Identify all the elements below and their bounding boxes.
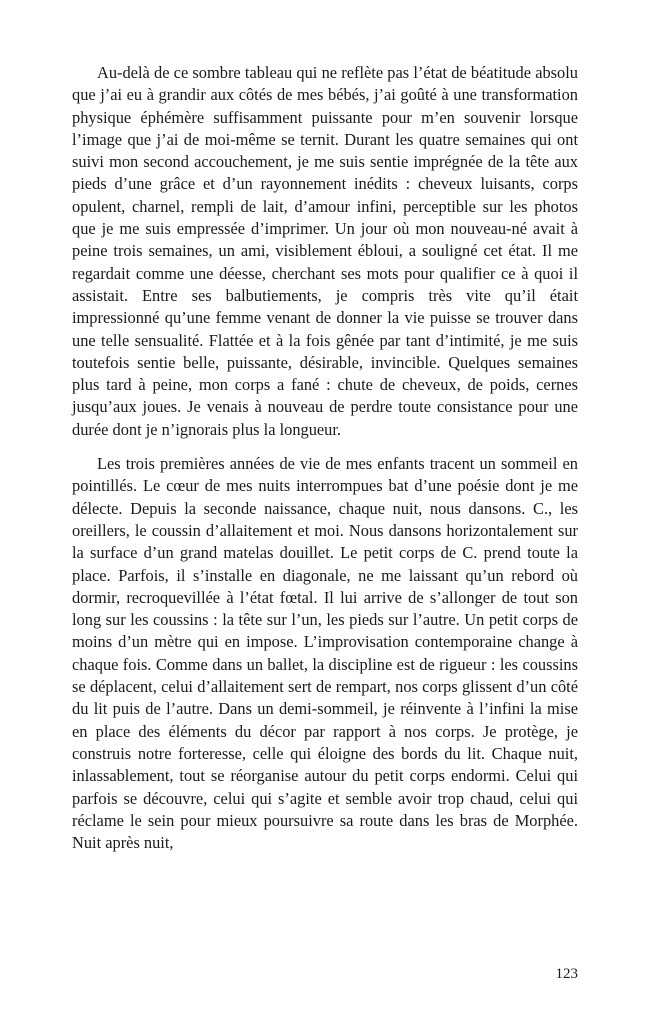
paragraph-1: Au-delà de ce sombre tableau qui ne reflète pas l’état de béatitude absolu que j’ai eu à grandir aux côtés de mes bébés, j’ai goûté à une transformation physique éphémère suffisamment puissante pour m’en souvenir lorsque l’image que j’ai de moi-même se ternit. Durant les quatre semaines qui ont suivi mon second accouchement, je me suis sentie imprégnée de la tête aux pieds d’une grâce et d’un rayonnement inédits : cheveux luisants, corps opulent, charnel, rempli de lait, d’amour infini, perceptible sur les photos que je me suis empressée d’imprimer. Un jour où mon nouveau-né avait à peine trois semaines, un ami, visiblement ébloui, a souligné cet état. Il me regardait comme une déesse, cherchant ses mots pour qualifier ce à quoi il assistait. Entre ses balbutiements, je compris très vite qu’il était impressionné qu’une femme venant de donner la vie puisse se trouver dans une telle sensualité. Flattée et à la fois gênée par tant d’intimité, je me suis toutefois sentie belle, puissante, désirable, invincible. Quelques semaines plus tard à peine, mon corps a fané : chute de cheveux, de poids, cernes jusqu’aux joues. Je venais à nouveau de perdre toute consistance pour une durée dont je n’ignorais plus la longueur. — [72, 63, 578, 439]
page-number: 123 — [555, 966, 578, 982]
paragraph-2: Les trois premières années de vie de mes enfants tracent un sommeil en pointillés. Le cœur de mes nuits interrompues bat d’une poésie dont je me délecte. Depuis la seconde naissance, chaque nuit, nous dansons. C., les oreillers, le coussin d’allaitement et moi. Nous dansons horizontalement sur la surface d’un grand matelas douillet. Le petit corps de C. prend toute la place. Parfois, il s’installe en diagonale, ne me laissant qu’un rebord où dormir, recroquevillée à l’état fœtal. Il lui arrive de s’allonger de tout son long sur les coussins : la tête sur l’un, les pieds sur l’autre. Un petit corps de moins d’un mètre qui en impose. L’improvisation contemporaine change à chaque fois. Comme dans un ballet, la discipline est de rigueur : les coussins se déplacent, celui d’allaitement sert de rempart, nos corps glissent d’un côté du lit puis de l’autre. Dans un demi-sommeil, je réinvente à l’infini la mise en place des éléments du décor par rapport à nos corps. Je protège, je construis notre forteresse, celle qui éloigne des bords du lit. Chaque nuit, inlassablement, tout se réorganise autour du petit corps endormi. Celui qui parfois se découvre, celui qui s’agite et semble avoir trop chaud, celui qui réclame le sein pour mieux poursuivre sa route dans les bras de Morphée. Nuit après nuit, — [72, 454, 578, 853]
page-body — [72, 62, 578, 854]
